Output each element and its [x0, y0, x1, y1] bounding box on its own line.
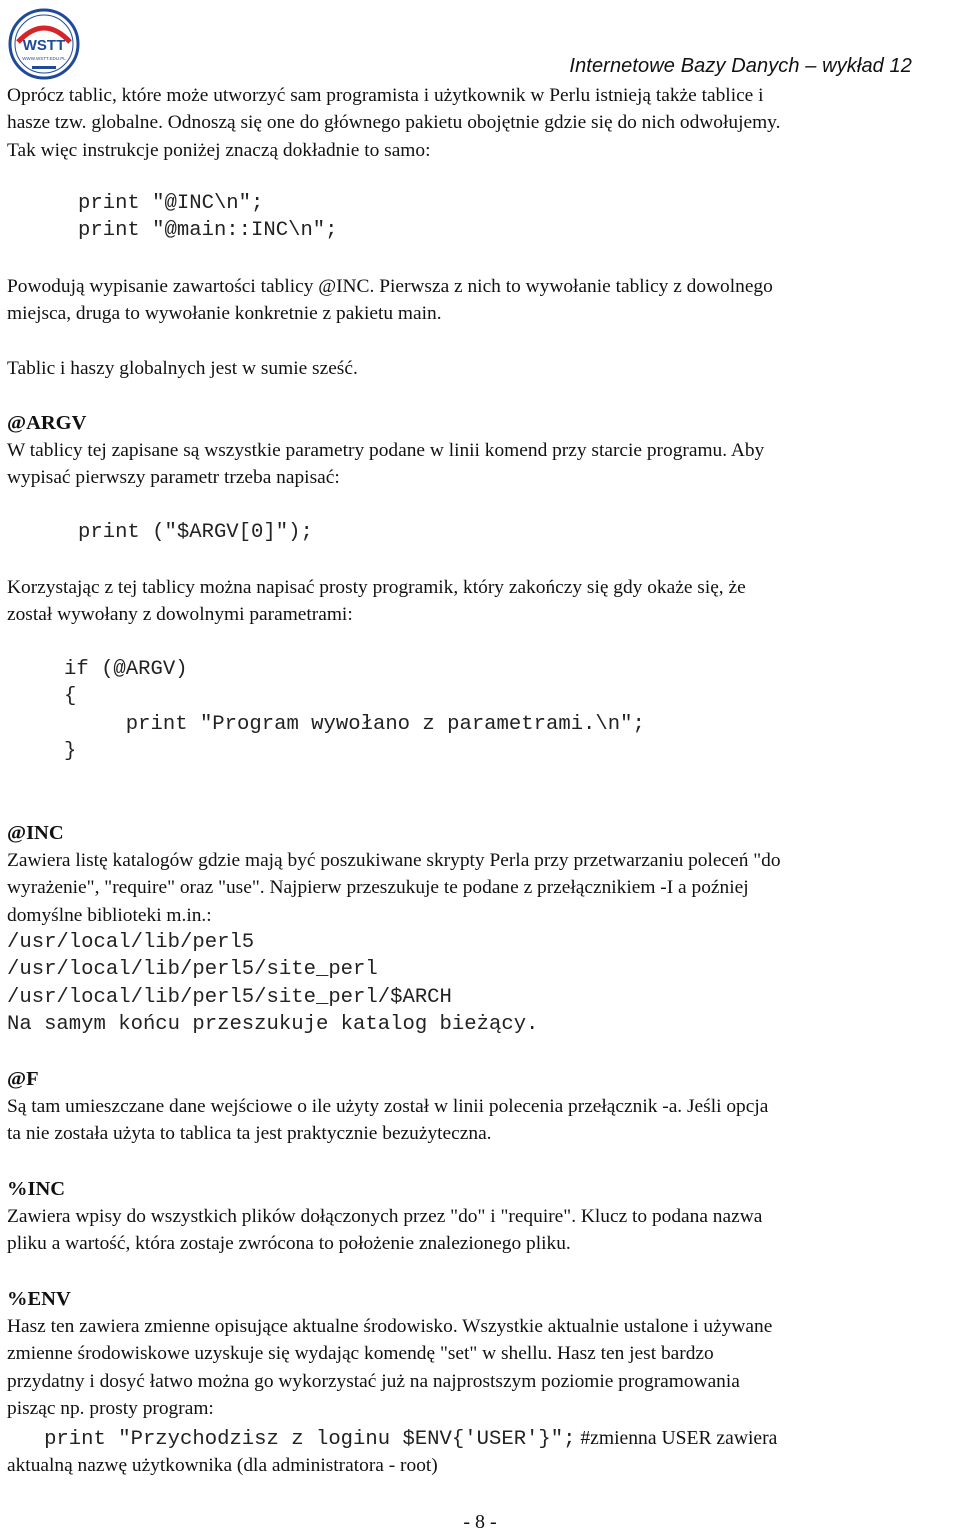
text-line: Zawiera listę katalogów gdzie mają być poszukiwane skrypty Perla przy przetwarzaniu poleceń "do	[7, 850, 781, 871]
paragraph-inc-hash	[7, 1203, 955, 1258]
env-code: print "Przychodzisz z loginu $ENV{'USER'}";	[7, 1428, 576, 1451]
text-line: Tablic i haszy globalnych jest w sumie sześć.	[7, 358, 358, 379]
text-line: Korzystając z tej tablicy można napisać prosty programik, który zakończy się gdy okaże się, że	[7, 577, 746, 598]
paragraph-argv-program	[7, 574, 955, 629]
code-line: print ("$ARGV[0]");	[78, 521, 313, 544]
header-title: Internetowe Bazy Danych – wykład 12	[569, 55, 912, 77]
paragraph-f	[7, 1093, 955, 1148]
section-heading-inc-hash: %INC	[7, 1178, 66, 1200]
text-line: miejsca, druga to wywołanie konkretnie z pakietu main.	[7, 303, 442, 325]
page-number: - 8 -	[463, 1511, 497, 1533]
wstt-logo	[4, 4, 84, 84]
text-line: Powodują wypisanie zawartości tablicy @INC. Pierwsza z nich to wywołanie tablicy z dowolnego	[7, 276, 773, 297]
paragraph-inc	[7, 847, 955, 929]
env-code-line	[7, 1425, 777, 1453]
text-line: W tablicy tej zapisane są wszystkie parametry podane w linii komend przy starcie programu. Aby	[7, 440, 765, 461]
text-line: ta nie została użyta to tablica ta jest praktycznie bezużyteczna.	[7, 1123, 492, 1145]
paragraph-inc-explanation	[7, 273, 955, 328]
code-line: print "Program wywołano z parametrami.\n";	[64, 712, 645, 736]
text-line: aktualną nazwę użytkownika (dla administratora - root)	[7, 1455, 438, 1476]
text-line: Zawiera wpisy do wszystkich plików dołączonych przez "do" i "require". Klucz to podana nazwa	[7, 1206, 763, 1227]
code-block-if-argv	[64, 656, 645, 765]
paragraph-env	[7, 1313, 955, 1422]
code-block-print-argv	[78, 519, 313, 546]
code-line: /usr/local/lib/perl5/site_perl/$ARCH	[7, 985, 452, 1009]
code-line: /usr/local/lib/perl5	[7, 931, 255, 954]
env-comment: #zmienna USER zawiera	[575, 1428, 778, 1449]
code-line: /usr/local/lib/perl5/site_perl	[7, 958, 378, 982]
text-line: Są tam umieszczane dane wejściowe o ile użyty został w linii polecenia przełącznik -a. Jeśli opcja	[7, 1096, 769, 1117]
code-block-inc-paths	[7, 929, 538, 1038]
code-line: if (@ARGV)	[64, 658, 188, 681]
text-line: Tak więc instrukcje poniżej znaczą dokładnie to samo:	[7, 139, 431, 161]
logo-text: WSTT	[22, 37, 66, 54]
paragraph-argv	[7, 437, 955, 492]
text-line: pliku a wartość, która zostaje zwrócona to położenie znalezionego pliku.	[7, 1233, 571, 1255]
code-line: print "@main::INC\n";	[78, 219, 338, 243]
intro-paragraph	[7, 82, 955, 164]
code-line: print "@INC\n";	[78, 192, 264, 215]
paragraph-env-end	[7, 1452, 955, 1479]
text-line: został wywołany z dowolnymi parametrami:	[7, 604, 353, 626]
text-line: przydatny i dosyć łatwo można go wykorzystać już na najprostszym poziomie programowania	[7, 1370, 740, 1392]
section-heading-env: %ENV	[7, 1288, 71, 1310]
code-block-print-inc	[78, 190, 338, 245]
section-heading-inc: @INC	[7, 822, 64, 844]
section-heading-f: @F	[7, 1068, 39, 1090]
paragraph-global-count	[7, 355, 955, 382]
text-line: Hasz ten zawiera zmienne opisujące aktualne środowisko. Wszystkie aktualnie ustalone i używane	[7, 1316, 773, 1337]
code-line: Na samym końcu przeszukuje katalog bieżący.	[7, 1012, 539, 1036]
text-line: wyrażenie", "require" oraz "use". Najpierw przeszukuje te podane z przełącznikiem -I a poźniej	[7, 877, 749, 899]
section-heading-argv: @ARGV	[7, 412, 87, 434]
text-line: pisząc np. prosty program:	[7, 1397, 214, 1419]
text-line: wypisać pierwszy parametr trzeba napisać:	[7, 467, 340, 489]
text-line: domyślne biblioteki m.in.:	[7, 904, 212, 926]
logo-subtext: WWW.WSTT.EDU.PL	[22, 56, 66, 61]
text-line: Oprócz tablic, które może utworzyć sam programista i użytkownik w Perlu istnieją także tablice i	[7, 85, 764, 106]
text-line: zmienne środowiskowe uzyskuje się wydając komendę "set" w shellu. Hasz ten jest bardzo	[7, 1343, 714, 1365]
code-line: {	[64, 685, 77, 709]
text-line: hasze tzw. globalne. Odnoszą się one do głównego pakietu obojętnie gdzie się do nich odwołujemy.	[7, 112, 781, 134]
code-line: }	[64, 739, 77, 763]
